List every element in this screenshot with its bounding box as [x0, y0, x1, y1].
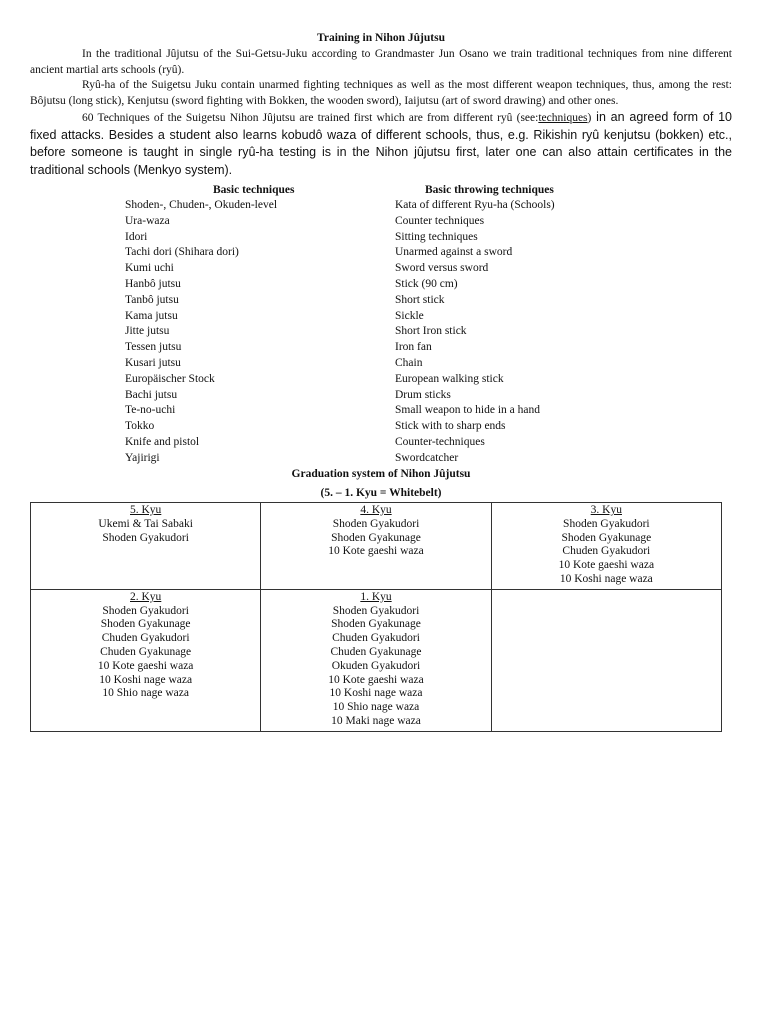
list-item: Bachi jutsu: [125, 388, 178, 401]
kyu-item: 10 Kote gaeshi waza: [328, 673, 424, 686]
kyu3-items: [494, 518, 719, 587]
list-item: Tachi dori (Shihara dori): [125, 246, 239, 259]
kyu-item: 10 Shio nage waza: [332, 701, 420, 714]
kyu-item: Shoden Gyakunage: [331, 618, 421, 631]
techniques-paragraph-start: 60 Techniques of the Suigetsu Nihon Jûjutsu are trained first which are from different ryû (see:: [82, 112, 539, 124]
basic-techniques-heading: Basic techniques: [213, 184, 295, 196]
list-item: Jitte jutsu: [125, 325, 170, 338]
list-item: Drum sticks: [395, 388, 451, 401]
kyu-item: Chuden Gyakudori: [332, 632, 420, 645]
kyu2-heading: 2. Kyu: [130, 590, 162, 603]
list-item: Short Iron stick: [395, 325, 467, 338]
list-item: Tessen jutsu: [125, 341, 182, 354]
list-item: Ura-waza: [125, 214, 170, 227]
list-item: Kumi uchi: [125, 262, 174, 275]
kyu-item: Shoden Gyakudori: [102, 604, 189, 617]
kyu-item: Chuden Gyakunage: [330, 645, 422, 658]
kyu1-cell: [261, 589, 491, 731]
kyu-item: 10 Maki nage waza: [331, 714, 421, 727]
throwing-techniques-heading: Basic throwing techniques: [425, 184, 554, 196]
kyu-item: 10 Kote gaeshi waza: [97, 659, 194, 672]
list-item: Kusari jutsu: [125, 356, 181, 369]
kyu2-cell: [31, 589, 261, 731]
list-item: Kama jutsu: [125, 309, 178, 322]
kyu-item: 10 Shio nage waza: [102, 687, 189, 700]
table-row: [31, 589, 722, 731]
kyu-item: 10 Koshi nage waza: [99, 673, 193, 686]
list-item: Counter-techniques: [395, 435, 485, 448]
kyu-item: Okuden Gyakudori: [331, 659, 421, 672]
kyu4-items: [263, 518, 488, 559]
list-item: Shoden-, Chuden-, Okuden-level: [125, 199, 278, 211]
throwing-techniques-list: [395, 198, 725, 467]
table-row: [31, 503, 722, 590]
throwing-techniques-column: [395, 182, 725, 467]
graduation-subtitle: (5. – 1. Kyu = Whitebelt): [320, 487, 442, 499]
kyu-item: Shoden Gyakudori: [102, 531, 189, 544]
kyu-item: Shoden Gyakunage: [331, 531, 421, 544]
graduation-title: Graduation system of Nihon Jûjutsu: [291, 468, 471, 480]
kyu1-items: [263, 605, 488, 729]
empty-cell: [491, 589, 721, 731]
kyu4-cell: [261, 503, 491, 590]
graduation-table: [30, 502, 722, 732]
list-item: Small weapon to hide in a hand: [395, 404, 540, 417]
list-item: Europäischer Stock: [125, 372, 215, 385]
list-item: Idori: [125, 230, 148, 243]
basic-techniques-list: [125, 198, 395, 467]
kyu-item: 10 Koshi nage waza: [559, 572, 653, 585]
list-item: Swordcatcher: [395, 451, 459, 464]
ryuha-paragraph: Ryû-ha of the Suigetsu Juku contain unarmed fighting techniques as well as the most different weapon techniques, thus, among the rest: Bôjutsu (long stick), Kenjutsu (sword fighting with Bokken, the wooden sword), Iaijutsu (art of sword drawing) and other ones.: [30, 79, 732, 107]
kyu4-heading: 4. Kyu: [360, 504, 392, 516]
intro-paragraph: In the traditional Jûjutsu of the Sui-Getsu-Juku according to Grandmaster Jun Osano we train traditional techniques from nine different ancient martial arts schools (ryû).: [30, 48, 732, 76]
list-item: Chain: [395, 356, 423, 369]
list-item: Unarmed against a sword: [395, 246, 513, 259]
kyu-item: Chuden Gyakunage: [100, 645, 192, 658]
techniques-paragraph-close: ): [587, 112, 592, 124]
techniques-paragraph-rest: in an agreed form of 10 fixed attacks. Besides a student also learns kobudô waza of different schools, thus, e.g. Rikishin ryû kenjutsu (bokken) etc., before someone is taught in single ryû-ha testing is in the Nihon jûjutsu first, later one can also attain certificates in the traditional schools (Menkyo system).: [30, 110, 732, 177]
kyu3-heading: 3. Kyu: [590, 504, 622, 516]
document-page: [30, 32, 732, 732]
kyu-item: 10 Koshi nage waza: [329, 687, 423, 700]
list-item: Sitting techniques: [395, 230, 478, 243]
kyu-item: Chuden Gyakudori: [562, 545, 651, 558]
techniques-paragraph: [30, 109, 732, 179]
techniques-link[interactable]: techniques: [538, 112, 588, 124]
list-item: Short stick: [395, 293, 445, 306]
list-item: Sword versus sword: [395, 262, 489, 275]
list-item: Counter techniques: [395, 214, 485, 227]
list-item: Yajirigi: [125, 451, 160, 464]
list-item: Iron fan: [395, 341, 432, 354]
list-item: Tanbô jutsu: [125, 293, 179, 306]
list-item: Te-no-uchi: [125, 404, 176, 417]
kyu5-cell: [31, 503, 261, 590]
kyu-item: Chuden Gyakudori: [101, 632, 190, 645]
kyu-item: 10 Kote gaeshi waza: [558, 559, 655, 572]
kyu5-heading: 5. Kyu: [130, 504, 162, 516]
kyu3-cell: [491, 503, 721, 590]
list-item: Stick (90 cm): [395, 277, 458, 290]
list-item: Hanbô jutsu: [125, 277, 181, 290]
kyu-item: 10 Kote gaeshi waza: [328, 545, 424, 558]
basic-techniques-column: [125, 182, 395, 467]
document-title: Training in Nihon Jûjutsu: [317, 32, 445, 44]
kyu-item: Ukemi & Tai Sabaki: [98, 517, 193, 530]
kyu-item: Shoden Gyakunage: [561, 531, 652, 544]
kyu-item: Shoden Gyakudori: [563, 517, 650, 530]
list-item: Knife and pistol: [125, 435, 200, 448]
list-item: Sickle: [395, 309, 424, 322]
kyu-item: Shoden Gyakudori: [332, 517, 420, 530]
kyu-item: Shoden Gyakunage: [100, 618, 191, 631]
list-item: Stick with to sharp ends: [395, 420, 506, 433]
list-item: Kata of different Ryu-ha (Schools): [395, 199, 555, 211]
kyu2-items: [33, 605, 258, 702]
kyu-item: Shoden Gyakudori: [332, 604, 420, 617]
list-item: European walking stick: [395, 372, 504, 385]
kyu1-heading: 1. Kyu: [360, 590, 392, 603]
kyu5-items: [33, 518, 258, 546]
techniques-columns: [30, 182, 732, 462]
list-item: Tokko: [125, 420, 155, 433]
